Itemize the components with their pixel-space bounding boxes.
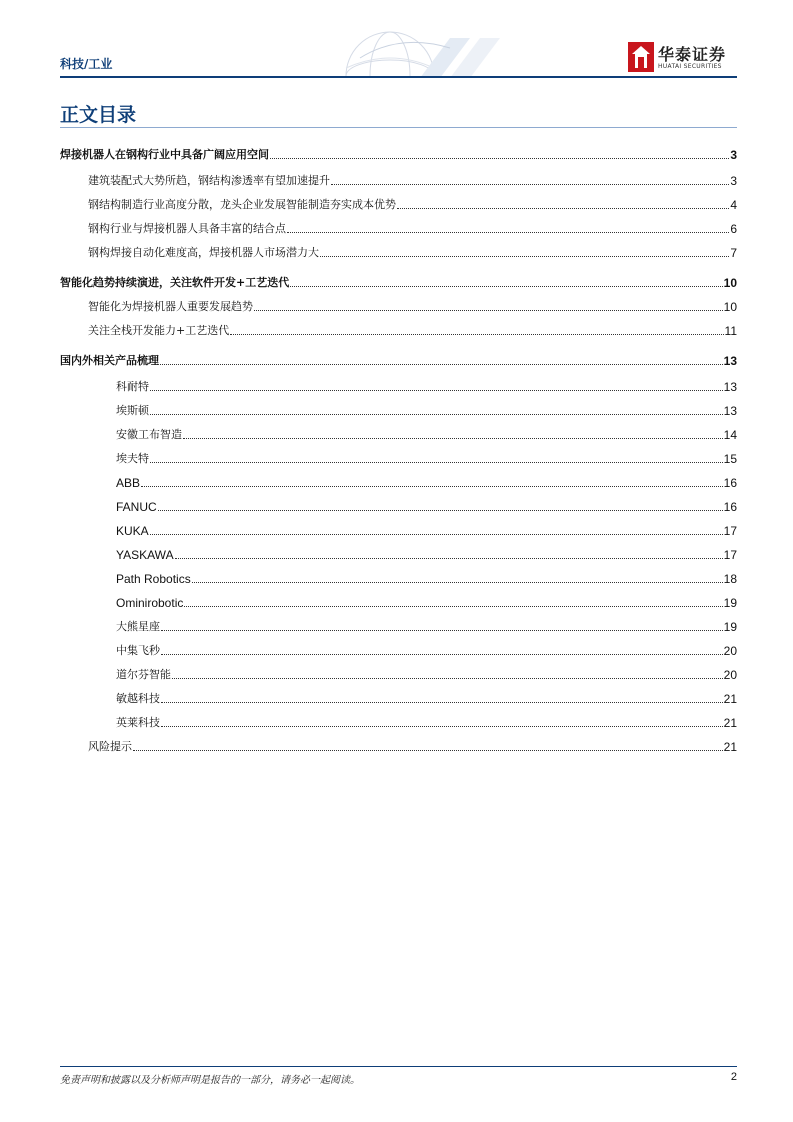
toc-entry-page: 16	[723, 476, 737, 490]
toc-leader-dots	[183, 438, 723, 439]
toc-leader-dots	[172, 678, 723, 679]
logo-subtitle: HUATAI SECURITIES	[658, 63, 722, 70]
toc-leader-dots	[150, 534, 723, 535]
toc-leader-dots	[331, 184, 729, 185]
toc-entry[interactable]	[116, 714, 737, 730]
toc-entry-page: 16	[723, 500, 737, 514]
toc-entry[interactable]	[116, 378, 737, 394]
toc-entry-page: 18	[723, 572, 737, 586]
toc-entry-title: 科耐特	[116, 380, 149, 393]
toc-entry[interactable]	[88, 196, 737, 212]
toc-leader-dots	[287, 232, 729, 233]
toc-leader-dots	[161, 630, 723, 631]
toc-entry-page: 13	[723, 404, 737, 418]
toc-leader-dots	[161, 654, 723, 655]
toc-entry-page: 21	[723, 692, 737, 706]
toc-leader-dots	[254, 310, 723, 311]
toc-entry-page: 7	[730, 246, 737, 260]
toc-entry[interactable]	[60, 352, 737, 368]
toc-entry[interactable]	[88, 322, 737, 338]
footer-disclaimer: 免责声明和披露以及分析师声明是报告的一部分，请务必一起阅读。	[60, 1075, 360, 1086]
toc-entry-page: 15	[723, 452, 737, 466]
toc-entry-title: FANUC	[116, 500, 157, 514]
toc-entry[interactable]	[116, 690, 737, 706]
toc-entry-page: 4	[730, 198, 737, 212]
toc-entry[interactable]	[116, 450, 737, 466]
toc-entry-page: 10	[723, 300, 737, 314]
toc-entry-title: 敏越科技	[116, 692, 160, 705]
toc-leader-dots	[175, 558, 723, 559]
toc-entry-title: 安徽工布智造	[116, 428, 182, 441]
company-logo	[628, 42, 738, 74]
toc-entry-title: ABB	[116, 476, 141, 490]
toc-entry-page: 13	[723, 354, 737, 368]
toc-entry[interactable]	[116, 522, 737, 538]
toc-entry-page: 13	[723, 380, 737, 394]
page-number: 2	[730, 1071, 737, 1083]
title-divider	[60, 127, 737, 128]
toc-leader-dots	[161, 702, 723, 703]
toc-entry-title: 建筑装配式大势所趋，钢结构渗透率有望加速提升	[88, 174, 330, 187]
toc-entry-page: 6	[730, 222, 737, 236]
toc-entry[interactable]	[116, 642, 737, 658]
toc-leader-dots	[133, 750, 723, 751]
toc-entry-page: 20	[723, 644, 737, 658]
toc-entry[interactable]	[88, 172, 737, 188]
toc-entry-title: 中集飞秒	[116, 644, 160, 657]
toc-entry-page: 11	[724, 324, 737, 338]
toc-entry-page: 10	[723, 276, 737, 290]
toc-title: 正文目录	[60, 104, 137, 126]
toc-leader-dots	[141, 486, 723, 487]
toc-entry-title: 国内外相关产品梳理	[60, 354, 159, 367]
toc-entry-page: 14	[723, 428, 737, 442]
toc-entry[interactable]	[116, 618, 737, 634]
toc-entry-title: 英莱科技	[116, 716, 160, 729]
toc-entry-page: 19	[723, 596, 737, 610]
toc-entry-page: 20	[723, 668, 737, 682]
toc-entry-page: 3	[730, 148, 737, 162]
toc-entry-title: 钢构行业与焊接机器人具备丰富的结合点	[88, 222, 286, 235]
toc-entry-title: 风险提示	[88, 740, 132, 753]
toc-entry[interactable]	[116, 474, 737, 490]
toc-entry[interactable]	[116, 498, 737, 514]
toc-entry-page: 21	[723, 716, 737, 730]
toc-entry-page: 19	[723, 620, 737, 634]
toc-entry-title: 道尔芬智能	[116, 668, 171, 681]
toc-leader-dots	[161, 726, 723, 727]
toc-leader-dots	[290, 286, 722, 287]
toc-entry-title: KUKA	[116, 524, 149, 538]
toc-entry-title: 智能化趋势持续演进，关注软件开发+工艺迭代	[60, 276, 290, 289]
toc-entry-title: 焊接机器人在钢构行业中具备广阔应用空间	[60, 148, 269, 161]
toc-entry[interactable]	[88, 220, 737, 236]
toc-leader-dots	[230, 334, 723, 335]
huatai-logo-icon	[628, 42, 654, 72]
toc-entry-title: 钢构焊接自动化难度高，焊接机器人市场潜力大	[88, 246, 319, 259]
toc-entry-title: 智能化为焊接机器人重要发展趋势	[88, 300, 253, 313]
header-divider	[60, 76, 737, 78]
toc-entry-page: 17	[723, 524, 737, 538]
header-category: 科技/工业	[60, 57, 113, 71]
toc-entry-title: 埃斯顿	[116, 404, 149, 417]
toc-entry-title: 钢结构制造行业高度分散，龙头企业发展智能制造夯实成本优势	[88, 198, 396, 211]
toc-entry[interactable]	[116, 594, 737, 610]
toc-entry-title: Path Robotics	[116, 572, 191, 586]
toc-entry-title: 大熊星座	[116, 620, 160, 633]
toc-entry-page: 3	[730, 174, 737, 188]
toc-entry-page: 17	[723, 548, 737, 562]
toc-leader-dots	[320, 256, 729, 257]
toc-entry[interactable]	[116, 546, 737, 562]
toc-entry-title: Ominirobotic	[116, 596, 184, 610]
toc-leader-dots	[160, 364, 723, 365]
toc-leader-dots	[270, 158, 729, 159]
toc-entry-title: 关注全栈开发能力+工艺迭代	[88, 324, 230, 337]
footer-divider	[60, 1066, 737, 1067]
toc-entry-page: 21	[723, 740, 737, 754]
toc-leader-dots	[158, 510, 723, 511]
logo-name: 华泰证券	[658, 45, 727, 64]
toc-leader-dots	[184, 606, 722, 607]
toc-entry[interactable]	[88, 298, 737, 314]
toc-leader-dots	[150, 390, 723, 391]
toc-entry[interactable]	[116, 426, 737, 442]
toc-entry-title: YASKAWA	[116, 548, 174, 562]
toc-leader-dots	[397, 208, 729, 209]
toc-leader-dots	[150, 414, 723, 415]
toc-entry[interactable]	[116, 666, 737, 682]
toc-leader-dots	[192, 582, 723, 583]
toc-entry[interactable]	[88, 738, 737, 754]
toc-entry[interactable]	[60, 146, 737, 162]
toc-leader-dots	[150, 462, 723, 463]
toc-entry[interactable]	[116, 402, 737, 418]
toc-entry-title: 埃夫特	[116, 452, 149, 465]
globe-watermark-icon	[300, 28, 520, 78]
toc-entry[interactable]	[88, 244, 737, 260]
toc-entry[interactable]	[60, 274, 737, 290]
toc-entry[interactable]	[116, 570, 737, 586]
